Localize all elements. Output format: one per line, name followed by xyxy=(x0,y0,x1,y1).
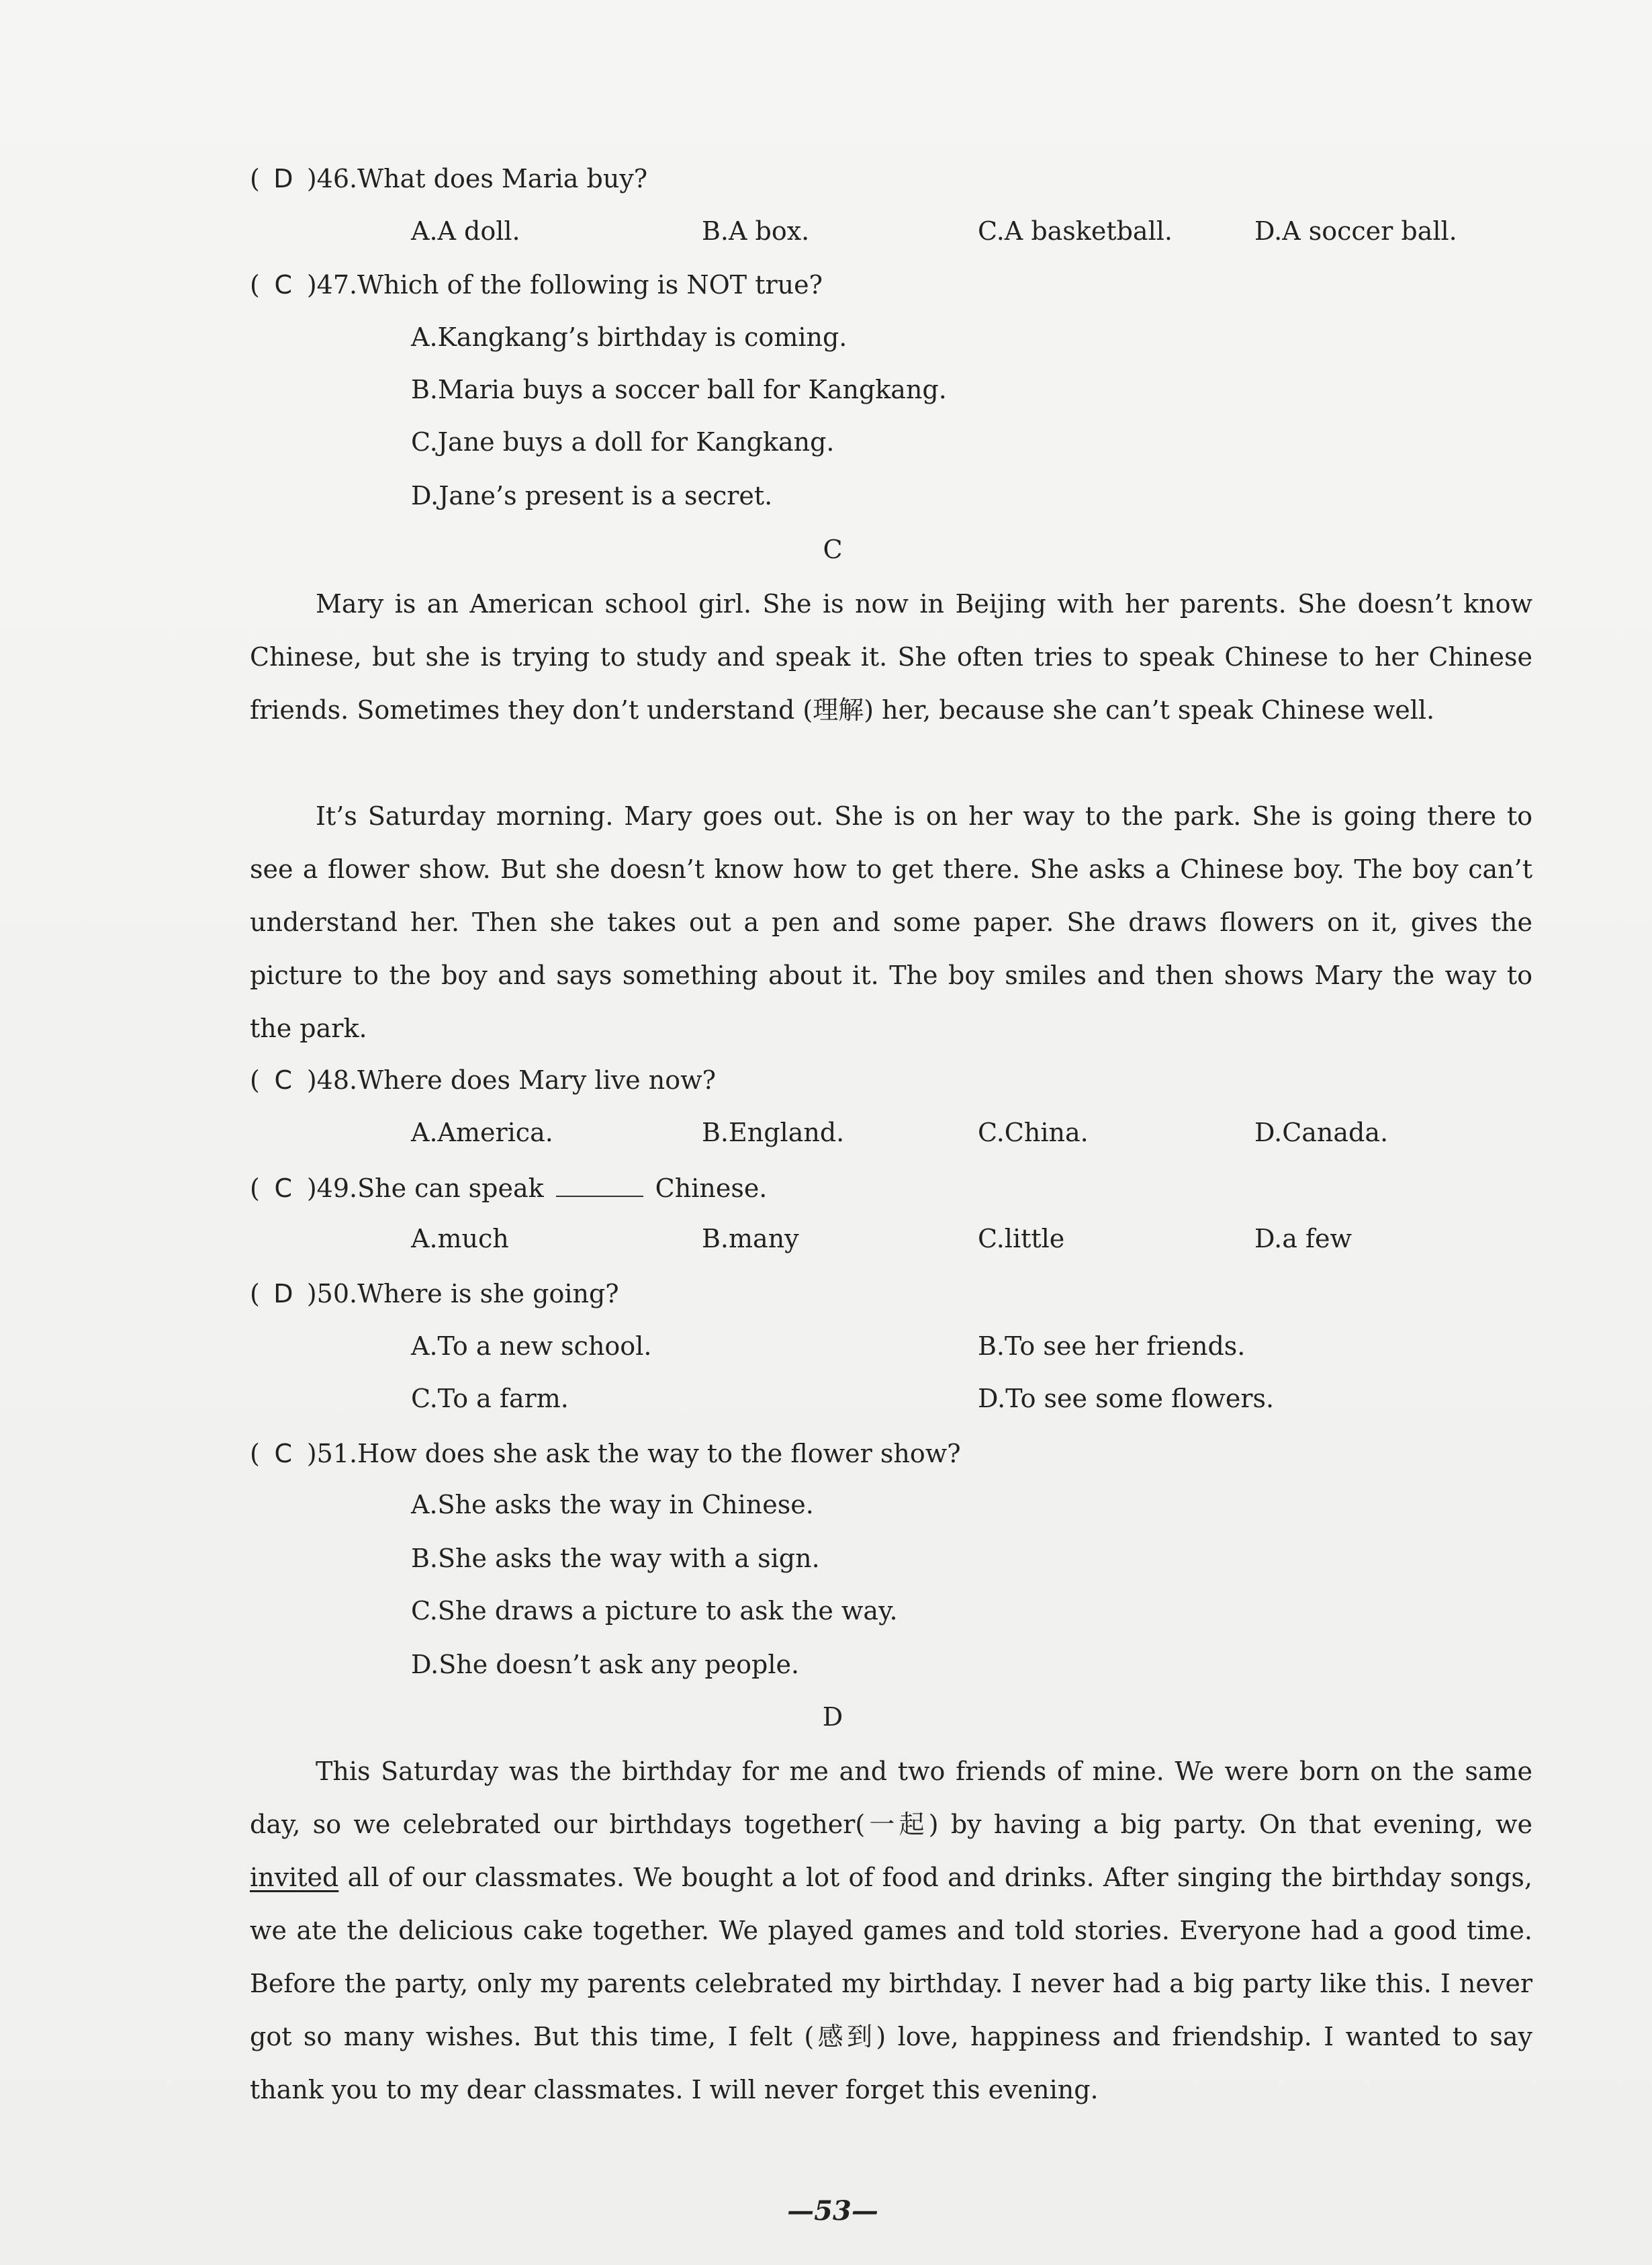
question-50: ( D ) 50.Where is she going? xyxy=(250,1279,619,1308)
answer-blank xyxy=(556,1171,643,1197)
section-d-paragraph: This Saturday was the birthday for me and two friends of mine. We were born on the same day, so we celebrated our birthdays together(一起) by having a big party. On that evening, we invited all of our classmates. We bought a lot of food and drinks. After singing the birthday songs, we ate the delicious cake together. We played games and told stories. Everyone had a good time. Before the party, only my parents celebrated my birthday. I never had a big party like this. I never got so many wishes. But this time, I felt (感到) love, happiness and friendship. I wanted to say thank you to my dear classmates. I will never forget this evening. xyxy=(250,1757,1532,2104)
option-b: B.England. xyxy=(702,1118,845,1147)
option-a: A.A doll. xyxy=(411,216,520,246)
option-d: D.a few xyxy=(1254,1224,1352,1253)
section-c-paragraph-1: Mary is an American school girl. She is now in Beijing with her parents. She doesn’t know Chinese, but she is trying to study and speak it. She often tries to speak Chinese to her Chinese friends. Sometimes they don’t understand (理解) her, because she can’t speak Chinese well. xyxy=(250,589,1532,725)
option-d: D.To see some flowers. xyxy=(978,1384,1275,1413)
option-a: A.America. xyxy=(411,1118,553,1147)
option-b: B.A box. xyxy=(702,216,810,246)
option-b: B.many xyxy=(702,1224,799,1253)
question-text-before: 49.She can speak xyxy=(316,1173,544,1203)
question-text: 48.Where does Mary live now? xyxy=(316,1065,716,1095)
section-d-heading: D xyxy=(822,1702,843,1732)
section-c-heading: C xyxy=(823,535,843,564)
option-a: A.To a new school. xyxy=(411,1331,652,1361)
question-text-after: Chinese. xyxy=(655,1173,768,1203)
option-b: B.She asks the way with a sign. xyxy=(411,1544,820,1573)
option-c: C.little xyxy=(978,1224,1065,1253)
option-a: A.She asks the way in Chinese. xyxy=(411,1490,814,1519)
section-c-paragraph-2: It’s Saturday morning. Mary goes out. She is on her way to the park. She is going there to see a flower show. But she doesn’t know how to get there. She asks a Chinese boy. The boy can’t understand her. Then she takes out a pen and some paper. She draws flowers on it, gives the picture to the boy and says something about it. The boy smiles and then shows Mary the way to the park. xyxy=(250,801,1532,1043)
option-d: D.Canada. xyxy=(1254,1118,1389,1147)
underlined-word: invited xyxy=(250,1863,339,1892)
option-a: A.Kangkang’s birthday is coming. xyxy=(411,322,847,352)
question-text: 50.Where is she going? xyxy=(316,1279,619,1308)
answer-51: C xyxy=(274,1439,293,1468)
option-b: B.To see her friends. xyxy=(978,1331,1246,1361)
answer-48: C xyxy=(274,1065,293,1095)
option-c: C.A basketball. xyxy=(978,216,1173,246)
question-48: ( C ) 48.Where does Mary live now? xyxy=(250,1065,716,1095)
answer-46: D xyxy=(273,164,293,193)
question-51: ( C ) 51.How does she ask the way to the flower show? xyxy=(250,1439,961,1468)
question-49: ( C ) 49.She can speak Chinese. xyxy=(250,1171,767,1204)
option-b: B.Maria buys a soccer ball for Kangkang. xyxy=(411,375,947,404)
question-text: 46.What does Maria buy? xyxy=(316,164,648,193)
option-d: D.A soccer ball. xyxy=(1254,216,1457,246)
question-text: 47.Which of the following is NOT true? xyxy=(316,270,823,300)
option-c: C.To a farm. xyxy=(411,1384,569,1413)
question-text: 51.How does she ask the way to the flower show? xyxy=(316,1439,961,1468)
option-c: C.China. xyxy=(978,1118,1089,1147)
question-46: ( D ) 46.What does Maria buy? xyxy=(250,164,648,193)
option-d: D.She doesn’t ask any people. xyxy=(411,1650,800,1679)
answer-47: C xyxy=(274,270,293,300)
answer-49: C xyxy=(274,1173,293,1203)
option-a: A.much xyxy=(411,1224,509,1253)
page-number: —53— xyxy=(787,2195,878,2227)
option-c: C.She draws a picture to ask the way. xyxy=(411,1596,898,1626)
question-47: ( C ) 47.Which of the following is NOT true? xyxy=(250,270,823,300)
option-c: C.Jane buys a doll for Kangkang. xyxy=(411,427,835,457)
option-d: D.Jane’s present is a secret. xyxy=(411,481,773,510)
answer-50: D xyxy=(273,1279,293,1308)
